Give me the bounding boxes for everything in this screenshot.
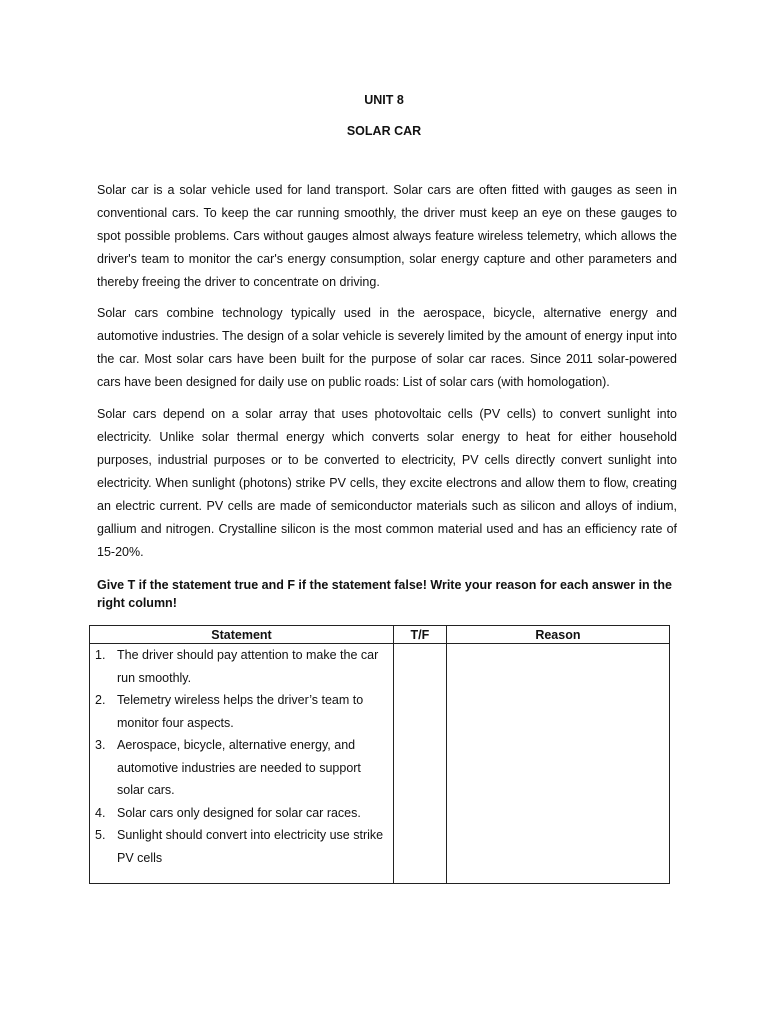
document-title: SOLAR CAR: [346, 124, 422, 138]
statement-item: [90, 824, 393, 869]
true-false-table: [89, 625, 670, 884]
statement-item: [90, 734, 393, 802]
statement-number: 1.: [95, 648, 106, 662]
paragraph-3: Solar cars depend on a solar array that uses photovoltaic cells (PV cells) to convert sunlight into electricity. Unlike solar thermal energy which converts solar energy to heat for either household purposes, industrial purposes or to be converted to electricity, PV cells directly convert sunlight into electricity. When sunlight (photons) strike PV cells, they excite electrons and allow them to flow, creating an electric current. PV cells are made of semiconductor materials such as silicon and alloys of indium, gallium and nitrogen. Crystalline silicon is the most common material used and has an efficiency rate of 15-20%.: [97, 407, 677, 559]
statement-item: [90, 802, 393, 825]
header-tf: T/F: [394, 626, 447, 644]
statement-number: 2.: [95, 693, 106, 707]
header-statement: Statement: [90, 626, 394, 644]
statement-text: Telemetry wireless helps the driver’s team to monitor four aspects.: [117, 693, 364, 730]
statement-number: 4.: [95, 805, 106, 820]
reason-answer-cell[interactable]: [446, 644, 669, 884]
header-reason: Reason: [446, 626, 669, 644]
table-body-row: [90, 644, 670, 884]
unit-heading: UNIT 8: [364, 93, 404, 107]
table-header-row: [90, 626, 670, 644]
tf-answer-cell[interactable]: [394, 644, 447, 884]
paragraph-2: Solar cars combine technology typically used in the aerospace, bicycle, alternative energy and automotive industries. The design of a solar vehicle is severely limited by the amount of energy input into the car. Most solar cars have been built for the purpose of solar car races. Since 2011 solar-powered cars have been designed for daily use on public roads: List of solar cars (with homologation).: [97, 306, 677, 389]
statement-list: [90, 644, 393, 869]
exercise-instruction: Give T if the statement true and F if the statement false! Write your reason for each answer in the right column!: [97, 578, 672, 610]
statement-text: Sunlight should convert into electricity use strike PV cells: [117, 828, 384, 865]
statement-number: 5.: [95, 828, 106, 842]
statement-item: [90, 689, 393, 734]
paragraph-1: Solar car is a solar vehicle used for land transport. Solar cars are often fitted with gauges as seen in conventional cars. To keep the car running smoothly, the driver must keep an eye on these gauges to spot possible problems. Cars without gauges almost always feature wireless telemetry, which allows the driver's team to monitor the car's energy consumption, solar energy capture and other parameters and thereby freeing the driver to concentrate on driving.: [97, 183, 677, 289]
statement-text: Solar cars only designed for solar car races.: [117, 805, 361, 820]
statements-cell: [90, 644, 394, 884]
statement-item: [90, 644, 393, 689]
statement-number: 3.: [95, 738, 106, 752]
statement-text: Aerospace, bicycle, alternative energy, and automotive industries are needed to support solar cars.: [117, 738, 361, 797]
statement-text: The driver should pay attention to make the car run smoothly.: [117, 648, 379, 685]
